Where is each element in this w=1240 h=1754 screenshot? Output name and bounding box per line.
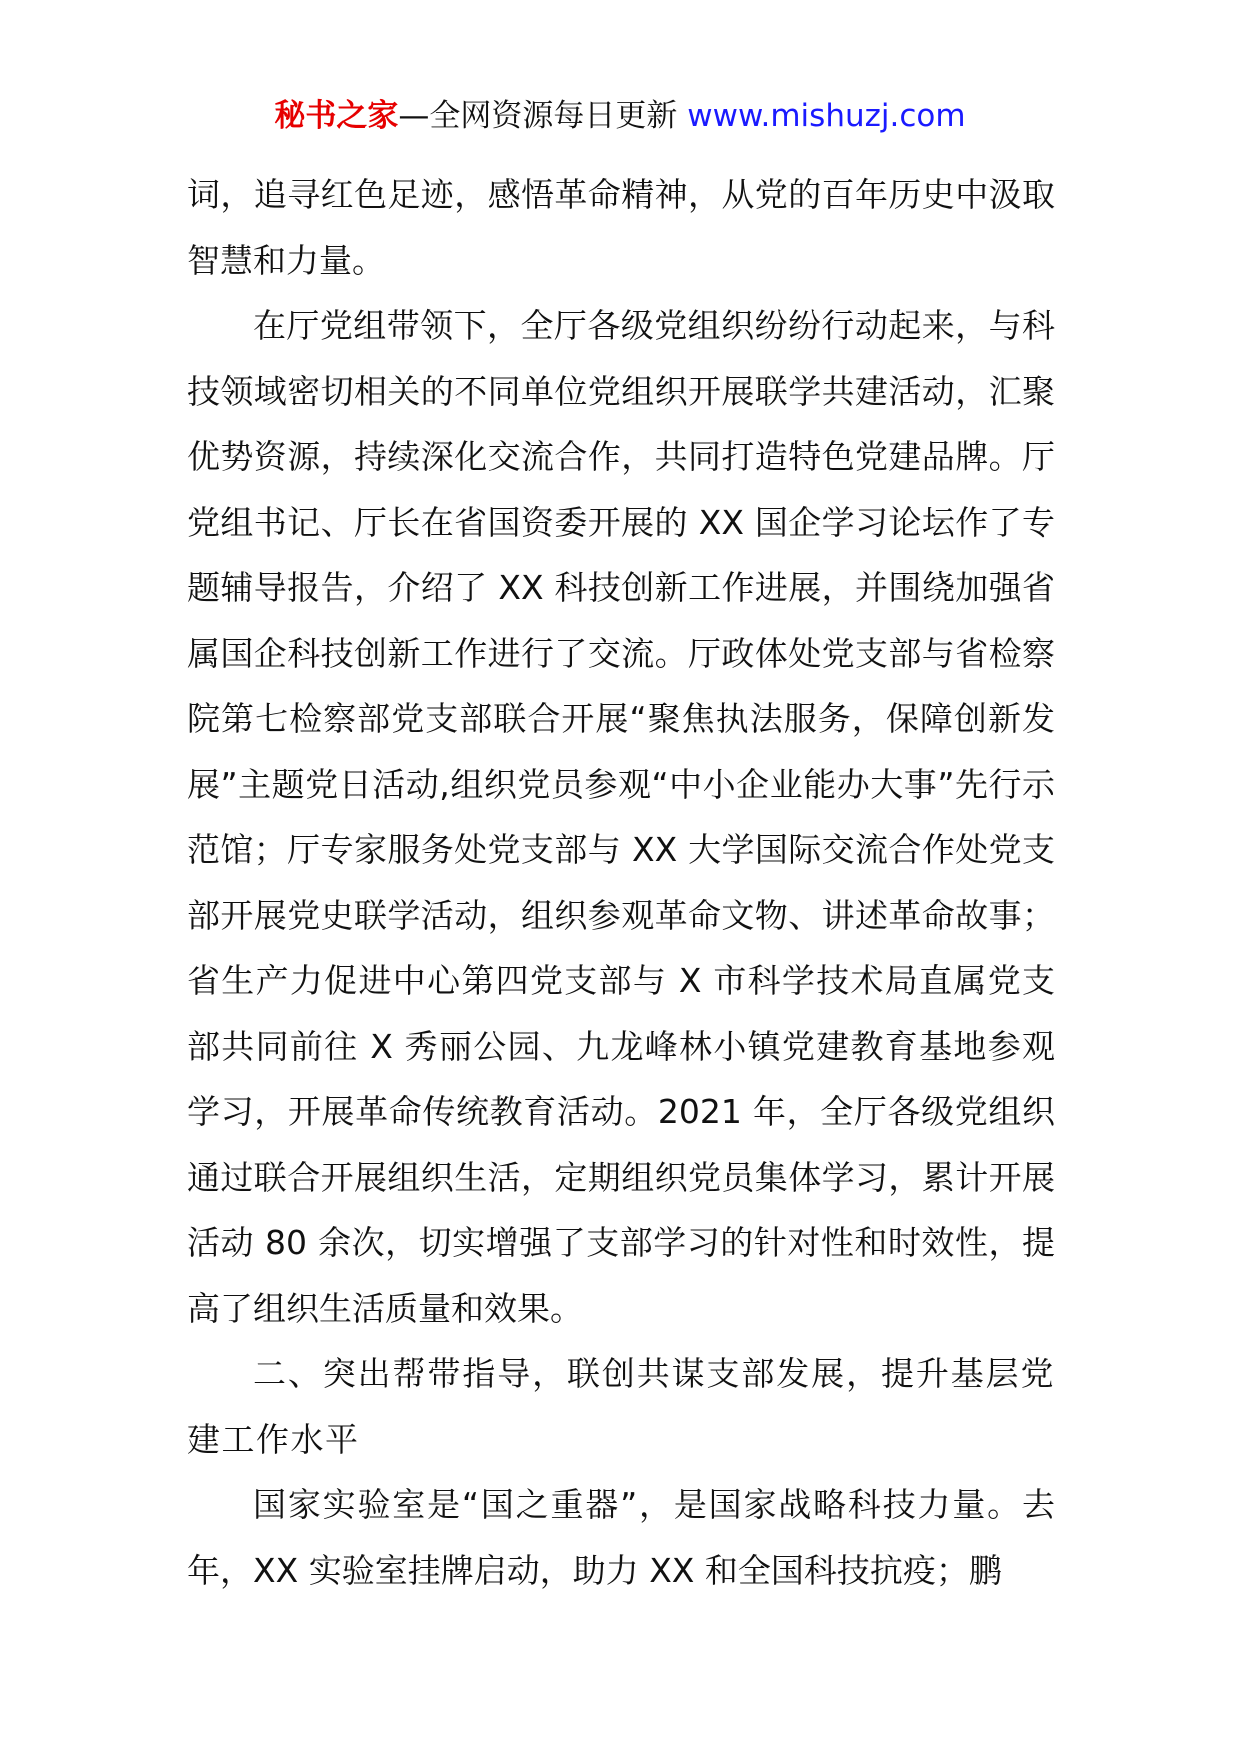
banner-slogan: —全网资源每日更新 (398, 98, 678, 134)
brand-name: 秘书之家 (274, 98, 399, 134)
site-banner (0, 94, 1240, 138)
website-link[interactable]: www.mishuzj.com (687, 98, 966, 134)
section-heading-two: 二、突出帮带指导，联创共谋支部发展，提升基层党建工作水平 (187, 1354, 1055, 1459)
paragraph-national-lab: 国家实验室是“国之重器”，是国家战略科技力量。去年，XX 实验室挂牌启动，助力 XX 和全国科技抗疫；鹏 (187, 1485, 1055, 1590)
document-body (187, 162, 1055, 1603)
paragraph-continued: 词，追寻红色足迹，感悟革命精神，从党的百年历史中汲取智慧和力量。 (187, 175, 1055, 280)
paragraph-joint-activities: 在厅党组带领下，全厅各级党组织纷纷行动起来，与科技领域密切相关的不同单位党组织开展联学共建活动，汇聚优势资源，持续深化交流合作，共同打造特色党建品牌。厅党组书记、厅长在省国资委开展的 XX 国企学习论坛作了专题辅导报告，介绍了 XX 科技创新工作进展，并围绕加强省属国企科技创新工作进行了交流。厅政体处党支部与省检察院第七检察部党支部联合开展“聚焦执法服务，保障创新发展”主题党日活动,组织党员参观“中小企业能办大事”先行示范馆；厅专家服务处党支部与 XX 大学国际交流合作处党支部开展党史联学活动，组织参观革命文物、讲述革命故事；省生产力促进中心第四党支部与 X 市科学技术局直属党支部共同前往 X 秀丽公园、九龙峰林小镇党建教育基地参观学习，开展革命传统教育活动。2021 年，全厅各级党组织通过联合开展组织生活，定期组织党员集体学习，累计开展活动 80 余次，切实增强了支部学习的针对性和时效性，提高了组织生活质量和效果。 (187, 306, 1055, 1328)
